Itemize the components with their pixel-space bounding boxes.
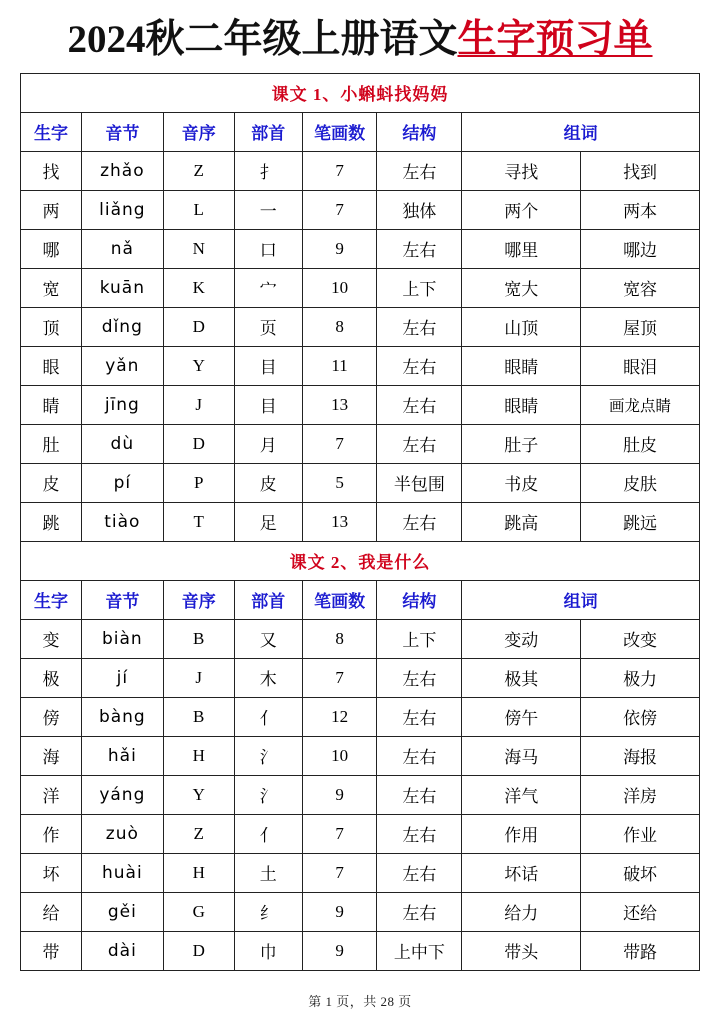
- cell-radical: 土: [234, 853, 302, 892]
- cell-radical: 亻: [234, 814, 302, 853]
- cell-stroke-count: 13: [302, 385, 377, 424]
- cell-pinyin: tiào: [82, 502, 163, 541]
- cell-structure: 左右: [377, 385, 462, 424]
- cell-structure: 左右: [377, 658, 462, 697]
- cell-stroke-count: 7: [302, 814, 377, 853]
- cell-stroke-count: 8: [302, 307, 377, 346]
- cell-word-one: 海马: [462, 736, 581, 775]
- cell-structure: 左右: [377, 697, 462, 736]
- cell-initial: D: [163, 424, 234, 463]
- cell-pinyin: dǐng: [82, 307, 163, 346]
- page-footer: 第 1 页，共 28 页: [308, 994, 412, 1009]
- table-row: [21, 619, 700, 658]
- cell-character: 坏: [21, 853, 82, 892]
- cell-pinyin: hǎi: [82, 736, 163, 775]
- cell-character: 洋: [21, 775, 82, 814]
- table-row: [21, 229, 700, 268]
- column-header: 音节: [82, 112, 163, 151]
- cell-initial: D: [163, 931, 234, 970]
- cell-word-one: 给力: [462, 892, 581, 931]
- cell-word-two: 皮肤: [581, 463, 700, 502]
- cell-radical: 皮: [234, 463, 302, 502]
- table-row: [21, 268, 700, 307]
- cell-word-one: 带头: [462, 931, 581, 970]
- cell-structure: 左右: [377, 736, 462, 775]
- page-title: [20, 18, 700, 63]
- cell-structure: 左右: [377, 424, 462, 463]
- column-header: 结构: [377, 112, 462, 151]
- cell-structure: 左右: [377, 307, 462, 346]
- cell-radical: 目: [234, 385, 302, 424]
- cell-character: 变: [21, 619, 82, 658]
- cell-stroke-count: 7: [302, 658, 377, 697]
- cell-word-two: 破坏: [581, 853, 700, 892]
- cell-character: 给: [21, 892, 82, 931]
- cell-structure: 半包围: [377, 463, 462, 502]
- cell-stroke-count: 7: [302, 424, 377, 463]
- cell-radical: 氵: [234, 775, 302, 814]
- cell-initial: Y: [163, 775, 234, 814]
- cell-initial: T: [163, 502, 234, 541]
- cell-stroke-count: 9: [302, 892, 377, 931]
- table-row: [21, 151, 700, 190]
- cell-character: 带: [21, 931, 82, 970]
- lesson-title-row: [21, 541, 700, 580]
- cell-character: 皮: [21, 463, 82, 502]
- cell-initial: N: [163, 229, 234, 268]
- cell-initial: P: [163, 463, 234, 502]
- cell-character: 作: [21, 814, 82, 853]
- table-row: [21, 814, 700, 853]
- cell-initial: D: [163, 307, 234, 346]
- table-row: [21, 346, 700, 385]
- cell-word-one: 作用: [462, 814, 581, 853]
- cell-word-two: 作业: [581, 814, 700, 853]
- cell-character: 肚: [21, 424, 82, 463]
- cell-initial: H: [163, 736, 234, 775]
- cell-word-one: 哪里: [462, 229, 581, 268]
- lesson-title-row: [21, 73, 700, 112]
- cell-pinyin: yáng: [82, 775, 163, 814]
- cell-radical: 木: [234, 658, 302, 697]
- cell-character: 宽: [21, 268, 82, 307]
- cell-structure: 左右: [377, 151, 462, 190]
- cell-pinyin: jīng: [82, 385, 163, 424]
- cell-stroke-count: 9: [302, 775, 377, 814]
- cell-word-one: 宽大: [462, 268, 581, 307]
- cell-pinyin: bàng: [82, 697, 163, 736]
- cell-structure: 左右: [377, 346, 462, 385]
- cell-radical: 一: [234, 190, 302, 229]
- cell-word-one: 两个: [462, 190, 581, 229]
- column-header: 生字: [21, 112, 82, 151]
- cell-radical: 月: [234, 424, 302, 463]
- column-header: 音序: [163, 580, 234, 619]
- cell-initial: J: [163, 385, 234, 424]
- column-header: 笔画数: [302, 580, 377, 619]
- cell-stroke-count: 7: [302, 190, 377, 229]
- cell-word-two: 两本: [581, 190, 700, 229]
- cell-structure: 左右: [377, 814, 462, 853]
- table-row: [21, 307, 700, 346]
- cell-character: 哪: [21, 229, 82, 268]
- vocabulary-table: [20, 73, 700, 971]
- cell-stroke-count: 7: [302, 151, 377, 190]
- column-header: 组词: [462, 580, 700, 619]
- cell-word-two: 带路: [581, 931, 700, 970]
- cell-word-one: 肚子: [462, 424, 581, 463]
- cell-word-one: 极其: [462, 658, 581, 697]
- cell-word-one: 寻找: [462, 151, 581, 190]
- column-header: 音序: [163, 112, 234, 151]
- lesson-title: 课文 1、小蝌蚪找妈妈: [21, 73, 700, 112]
- table-row: [21, 736, 700, 775]
- lesson-title: 课文 2、我是什么: [21, 541, 700, 580]
- cell-structure: 独体: [377, 190, 462, 229]
- cell-character: 找: [21, 151, 82, 190]
- cell-character: 极: [21, 658, 82, 697]
- cell-pinyin: dài: [82, 931, 163, 970]
- column-header: 部首: [234, 580, 302, 619]
- cell-stroke-count: 10: [302, 736, 377, 775]
- table-row: [21, 697, 700, 736]
- cell-word-one: 眼睛: [462, 346, 581, 385]
- cell-initial: Z: [163, 151, 234, 190]
- cell-word-one: 山顶: [462, 307, 581, 346]
- cell-character: 海: [21, 736, 82, 775]
- cell-stroke-count: 10: [302, 268, 377, 307]
- cell-initial: B: [163, 697, 234, 736]
- cell-structure: 左右: [377, 853, 462, 892]
- cell-stroke-count: 12: [302, 697, 377, 736]
- cell-pinyin: gěi: [82, 892, 163, 931]
- cell-character: 两: [21, 190, 82, 229]
- cell-radical: 口: [234, 229, 302, 268]
- cell-character: 睛: [21, 385, 82, 424]
- cell-word-two: 眼泪: [581, 346, 700, 385]
- cell-character: 眼: [21, 346, 82, 385]
- cell-stroke-count: 7: [302, 853, 377, 892]
- table-row: [21, 424, 700, 463]
- cell-stroke-count: 9: [302, 229, 377, 268]
- cell-initial: B: [163, 619, 234, 658]
- cell-word-one: 跳高: [462, 502, 581, 541]
- cell-word-two: 海报: [581, 736, 700, 775]
- cell-pinyin: nǎ: [82, 229, 163, 268]
- cell-structure: 左右: [377, 775, 462, 814]
- column-header: 部首: [234, 112, 302, 151]
- column-header-row: [21, 580, 700, 619]
- column-header: 生字: [21, 580, 82, 619]
- cell-initial: Y: [163, 346, 234, 385]
- cell-structure: 左右: [377, 892, 462, 931]
- cell-pinyin: liǎng: [82, 190, 163, 229]
- cell-pinyin: jí: [82, 658, 163, 697]
- column-header-row: [21, 112, 700, 151]
- cell-pinyin: zhǎo: [82, 151, 163, 190]
- cell-radical: 扌: [234, 151, 302, 190]
- cell-structure: 上下: [377, 619, 462, 658]
- page-title-main: 2024秋二年级上册语文: [67, 18, 458, 61]
- cell-character: 跳: [21, 502, 82, 541]
- table-row: [21, 463, 700, 502]
- cell-pinyin: huài: [82, 853, 163, 892]
- cell-pinyin: zuò: [82, 814, 163, 853]
- page-title-highlight: 生字预习单: [457, 18, 653, 61]
- cell-initial: H: [163, 853, 234, 892]
- cell-radical: 亻: [234, 697, 302, 736]
- cell-word-two: 洋房: [581, 775, 700, 814]
- cell-radical: 纟: [234, 892, 302, 931]
- cell-word-one: 洋气: [462, 775, 581, 814]
- cell-stroke-count: 13: [302, 502, 377, 541]
- cell-radical: 目: [234, 346, 302, 385]
- cell-pinyin: dù: [82, 424, 163, 463]
- table-row: [21, 775, 700, 814]
- cell-pinyin: pí: [82, 463, 163, 502]
- cell-radical: 足: [234, 502, 302, 541]
- column-header: 笔画数: [302, 112, 377, 151]
- table-row: [21, 502, 700, 541]
- cell-radical: 氵: [234, 736, 302, 775]
- cell-word-one: 书皮: [462, 463, 581, 502]
- cell-character: 顶: [21, 307, 82, 346]
- cell-word-two: 跳远: [581, 502, 700, 541]
- cell-initial: Z: [163, 814, 234, 853]
- table-row: [21, 658, 700, 697]
- cell-character: 傍: [21, 697, 82, 736]
- cell-initial: K: [163, 268, 234, 307]
- table-row: [21, 931, 700, 970]
- cell-radical: 巾: [234, 931, 302, 970]
- cell-pinyin: kuān: [82, 268, 163, 307]
- cell-stroke-count: 8: [302, 619, 377, 658]
- table-row: [21, 190, 700, 229]
- cell-radical: 宀: [234, 268, 302, 307]
- table-row: [21, 892, 700, 931]
- cell-stroke-count: 5: [302, 463, 377, 502]
- cell-structure: 左右: [377, 229, 462, 268]
- cell-structure: 左右: [377, 502, 462, 541]
- cell-word-two: 还给: [581, 892, 700, 931]
- cell-pinyin: yǎn: [82, 346, 163, 385]
- cell-word-two: 极力: [581, 658, 700, 697]
- cell-word-one: 傍午: [462, 697, 581, 736]
- column-header: 音节: [82, 580, 163, 619]
- cell-word-one: 坏话: [462, 853, 581, 892]
- cell-word-two: 宽容: [581, 268, 700, 307]
- cell-word-two: 找到: [581, 151, 700, 190]
- cell-initial: G: [163, 892, 234, 931]
- cell-word-two: 屋顶: [581, 307, 700, 346]
- cell-pinyin: biàn: [82, 619, 163, 658]
- column-header: 结构: [377, 580, 462, 619]
- column-header: 组词: [462, 112, 700, 151]
- table-row: [21, 385, 700, 424]
- cell-stroke-count: 11: [302, 346, 377, 385]
- cell-initial: L: [163, 190, 234, 229]
- cell-structure: 上下: [377, 268, 462, 307]
- cell-radical: 页: [234, 307, 302, 346]
- cell-word-two: 依傍: [581, 697, 700, 736]
- cell-word-two: 改变: [581, 619, 700, 658]
- cell-word-two: 哪边: [581, 229, 700, 268]
- cell-word-one: 变动: [462, 619, 581, 658]
- cell-word-two: 画龙点睛: [581, 385, 700, 424]
- cell-structure: 上中下: [377, 931, 462, 970]
- cell-radical: 又: [234, 619, 302, 658]
- cell-initial: J: [163, 658, 234, 697]
- cell-word-two: 肚皮: [581, 424, 700, 463]
- cell-stroke-count: 9: [302, 931, 377, 970]
- table-row: [21, 853, 700, 892]
- cell-word-one: 眼睛: [462, 385, 581, 424]
